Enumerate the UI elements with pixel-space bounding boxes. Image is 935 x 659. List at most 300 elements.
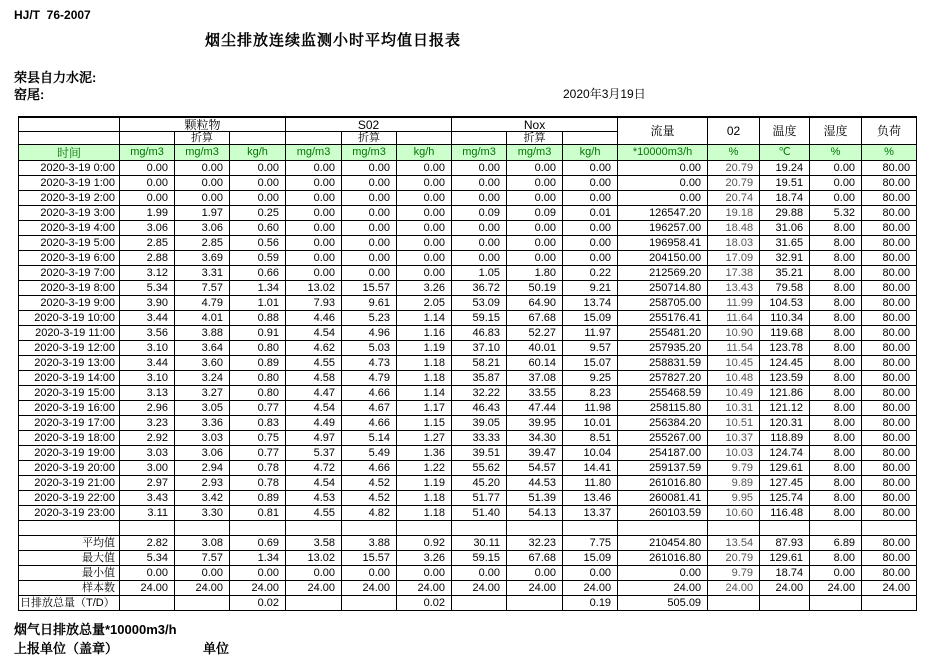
value-cell: 80.00	[862, 341, 917, 356]
value-cell: 0.80	[230, 341, 286, 356]
value-cell: 31.06	[760, 221, 810, 236]
time-cell: 2020-3-19 8:00	[19, 281, 120, 296]
unit-nox-conv-mgm3: mg/m3	[507, 145, 563, 161]
value-cell	[342, 521, 397, 536]
value-cell: 50.19	[507, 281, 563, 296]
value-cell: 8.00	[810, 371, 862, 386]
value-cell	[452, 596, 507, 611]
value-cell: 34.30	[507, 431, 563, 446]
value-cell: 14.41	[563, 461, 618, 476]
value-cell: 204150.00	[618, 251, 708, 266]
value-cell: 0.00	[175, 176, 230, 191]
value-cell: 0.00	[810, 176, 862, 191]
value-cell: 0.00	[230, 566, 286, 581]
summary-row	[19, 521, 917, 536]
value-cell: 19.24	[760, 161, 810, 176]
value-cell: 4.82	[342, 506, 397, 521]
time-cell: 2020-3-19 21:00	[19, 476, 120, 491]
value-cell: 0.00	[397, 236, 452, 251]
value-cell: 2.92	[120, 431, 175, 446]
value-cell: 15.09	[563, 311, 618, 326]
value-cell: 4.52	[342, 476, 397, 491]
value-cell: 0.89	[230, 356, 286, 371]
value-cell: 11.64	[708, 311, 760, 326]
value-cell: 127.45	[760, 476, 810, 491]
value-cell: 80.00	[862, 371, 917, 386]
value-cell: 121.86	[760, 386, 810, 401]
value-cell: 80.00	[862, 206, 917, 221]
value-cell: 32.91	[760, 251, 810, 266]
value-cell: 7.57	[175, 281, 230, 296]
value-cell: 80.00	[862, 431, 917, 446]
header-load: 负荷	[862, 117, 917, 145]
time-cell: 2020-3-19 1:00	[19, 176, 120, 191]
value-cell: 0.00	[507, 161, 563, 176]
value-cell: 0.00	[286, 176, 342, 191]
value-cell: 0.00	[230, 161, 286, 176]
value-cell: 3.08	[175, 536, 230, 551]
value-cell: 0.00	[286, 566, 342, 581]
value-cell: 8.00	[810, 251, 862, 266]
value-cell: 0.00	[507, 566, 563, 581]
summary-row	[19, 536, 917, 551]
value-cell: 0.00	[120, 176, 175, 191]
value-cell: 10.45	[708, 356, 760, 371]
value-cell: 1.80	[507, 266, 563, 281]
value-cell: 10.03	[708, 446, 760, 461]
time-cell: 2020-3-19 10:00	[19, 311, 120, 326]
value-cell: 3.03	[120, 446, 175, 461]
value-cell: 0.00	[342, 236, 397, 251]
value-cell: 3.03	[175, 431, 230, 446]
value-cell: 0.83	[230, 416, 286, 431]
table-row	[19, 476, 917, 491]
value-cell: 0.00	[507, 221, 563, 236]
value-cell: 4.62	[286, 341, 342, 356]
time-cell: 2020-3-19 11:00	[19, 326, 120, 341]
value-cell: 3.05	[175, 401, 230, 416]
value-cell: 125.74	[760, 491, 810, 506]
monitoring-table	[18, 116, 917, 611]
value-cell: 8.00	[810, 386, 862, 401]
value-cell: 18.48	[708, 221, 760, 236]
value-cell: 4.01	[175, 311, 230, 326]
unit-so2-conv-mgm3: mg/m3	[342, 145, 397, 161]
value-cell: 4.54	[286, 401, 342, 416]
group-header-so2: S02	[286, 117, 452, 132]
time-cell: 2020-3-19 0:00	[19, 161, 120, 176]
value-cell: 3.10	[120, 371, 175, 386]
value-cell: 0.00	[230, 191, 286, 206]
value-cell: 0.00	[342, 266, 397, 281]
value-cell: 80.00	[862, 311, 917, 326]
value-cell: 0.80	[230, 371, 286, 386]
value-cell	[618, 521, 708, 536]
value-cell: 11.80	[563, 476, 618, 491]
summary-label-cell: 最小值	[19, 566, 120, 581]
value-cell: 24.00	[760, 581, 810, 596]
value-cell: 51.77	[452, 491, 507, 506]
value-cell: 8.00	[810, 431, 862, 446]
value-cell: 1.14	[397, 386, 452, 401]
table-row	[19, 251, 917, 266]
value-cell: 0.00	[618, 191, 708, 206]
value-cell: 3.43	[120, 491, 175, 506]
value-cell: 3.56	[120, 326, 175, 341]
pm-converted-label: 折算	[175, 132, 230, 145]
value-cell: 30.11	[452, 536, 507, 551]
value-cell: 4.53	[286, 491, 342, 506]
summary-rows	[19, 521, 917, 611]
value-cell: 0.01	[563, 206, 618, 221]
value-cell: 67.68	[507, 551, 563, 566]
value-cell: 8.00	[810, 491, 862, 506]
value-cell: 0.77	[230, 401, 286, 416]
value-cell: 258115.80	[618, 401, 708, 416]
value-cell: 5.32	[810, 206, 862, 221]
value-cell: 257827.20	[618, 371, 708, 386]
value-cell: 0.00	[175, 191, 230, 206]
value-cell: 0.00	[618, 566, 708, 581]
value-cell: 0.00	[120, 191, 175, 206]
value-cell: 0.00	[563, 161, 618, 176]
value-cell: 0.00	[286, 266, 342, 281]
value-cell: 0.00	[810, 161, 862, 176]
value-cell: 0.00	[452, 191, 507, 206]
value-cell: 3.90	[120, 296, 175, 311]
table-row	[19, 371, 917, 386]
unit-flow: *10000m3/h	[618, 145, 708, 161]
value-cell: 87.93	[760, 536, 810, 551]
value-cell: 0.00	[230, 176, 286, 191]
time-cell: 2020-3-19 16:00	[19, 401, 120, 416]
value-cell: 8.00	[810, 356, 862, 371]
value-cell: 13.02	[286, 281, 342, 296]
value-cell	[810, 521, 862, 536]
value-cell: 0.00	[563, 566, 618, 581]
value-cell: 80.00	[862, 326, 917, 341]
value-cell: 118.89	[760, 431, 810, 446]
value-cell: 13.37	[563, 506, 618, 521]
value-cell: 9.79	[708, 566, 760, 581]
value-cell	[452, 521, 507, 536]
value-cell: 116.48	[760, 506, 810, 521]
value-cell: 19.51	[760, 176, 810, 191]
value-cell: 7.93	[286, 296, 342, 311]
station-name: 窑尾:	[14, 87, 45, 102]
summary-label-cell: 日排放总量（T/D）	[19, 596, 120, 611]
so2-converted-label: 折算	[342, 132, 397, 145]
value-cell: 13.46	[563, 491, 618, 506]
table-row	[19, 341, 917, 356]
value-cell: 0.00	[618, 176, 708, 191]
value-cell: 261016.80	[618, 551, 708, 566]
value-cell: 79.58	[760, 281, 810, 296]
value-cell: 0.88	[230, 311, 286, 326]
table-row	[19, 386, 917, 401]
value-cell: 24.00	[452, 581, 507, 596]
header-temperature: 温度	[760, 117, 810, 145]
value-cell: 80.00	[862, 566, 917, 581]
value-cell: 0.00	[397, 191, 452, 206]
value-cell: 0.00	[286, 221, 342, 236]
value-cell: 2.97	[120, 476, 175, 491]
value-cell: 51.40	[452, 506, 507, 521]
value-cell: 1.19	[397, 476, 452, 491]
value-cell: 3.06	[120, 221, 175, 236]
value-cell: 80.00	[862, 236, 917, 251]
value-cell: 11.54	[708, 341, 760, 356]
value-cell: 0.00	[563, 191, 618, 206]
value-cell: 37.10	[452, 341, 507, 356]
value-cell: 3.44	[120, 311, 175, 326]
value-cell: 0.00	[397, 176, 452, 191]
value-cell: 3.10	[120, 341, 175, 356]
table-row	[19, 491, 917, 506]
time-cell: 2020-3-19 2:00	[19, 191, 120, 206]
time-header-spacer	[19, 132, 120, 145]
value-cell: 80.00	[862, 476, 917, 491]
value-cell: 3.60	[175, 356, 230, 371]
value-cell: 129.61	[760, 461, 810, 476]
value-cell: 258705.00	[618, 296, 708, 311]
value-cell: 123.59	[760, 371, 810, 386]
value-cell: 0.00	[452, 161, 507, 176]
time-cell: 2020-3-19 22:00	[19, 491, 120, 506]
value-cell: 4.67	[342, 401, 397, 416]
unit-nox-kgh: kg/h	[563, 145, 618, 161]
value-cell: 0.60	[230, 221, 286, 236]
value-cell: 505.09	[618, 596, 708, 611]
value-cell: 24.00	[286, 581, 342, 596]
time-header-spacer	[19, 117, 120, 132]
time-cell: 2020-3-19 15:00	[19, 386, 120, 401]
value-cell: 24.00	[120, 581, 175, 596]
value-cell: 54.13	[507, 506, 563, 521]
value-cell	[708, 521, 760, 536]
spacer	[120, 132, 175, 145]
table-row	[19, 221, 917, 236]
value-cell: 1.36	[397, 446, 452, 461]
value-cell: 1.18	[397, 491, 452, 506]
value-cell: 0.89	[230, 491, 286, 506]
value-cell: 4.49	[286, 416, 342, 431]
value-cell: 4.72	[286, 461, 342, 476]
value-cell: 3.26	[397, 551, 452, 566]
value-cell: 80.00	[862, 296, 917, 311]
unit-temp-celsius: ℃	[760, 145, 810, 161]
value-cell: 4.46	[286, 311, 342, 326]
value-cell: 4.58	[286, 371, 342, 386]
value-cell: 3.06	[175, 221, 230, 236]
time-cell: 2020-3-19 14:00	[19, 371, 120, 386]
value-cell	[175, 521, 230, 536]
value-cell: 8.00	[810, 416, 862, 431]
value-cell: 3.44	[120, 356, 175, 371]
value-cell: 18.74	[760, 566, 810, 581]
value-cell: 3.12	[120, 266, 175, 281]
value-cell: 104.53	[760, 296, 810, 311]
value-cell: 2.96	[120, 401, 175, 416]
value-cell: 255267.00	[618, 431, 708, 446]
value-cell: 0.02	[230, 596, 286, 611]
value-cell: 24.00	[563, 581, 618, 596]
value-cell: 3.00	[120, 461, 175, 476]
value-cell: 257935.20	[618, 341, 708, 356]
value-cell: 5.34	[120, 551, 175, 566]
value-cell: 124.45	[760, 356, 810, 371]
unit-pm-conv-mgm3: mg/m3	[175, 145, 230, 161]
value-cell: 10.90	[708, 326, 760, 341]
value-cell: 80.00	[862, 161, 917, 176]
spacer	[230, 132, 286, 145]
value-cell: 0.00	[507, 176, 563, 191]
value-cell: 212569.20	[618, 266, 708, 281]
value-cell	[286, 521, 342, 536]
value-cell: 3.69	[175, 251, 230, 266]
value-cell: 0.00	[286, 191, 342, 206]
value-cell: 40.01	[507, 341, 563, 356]
value-cell: 80.00	[862, 401, 917, 416]
value-cell: 1.16	[397, 326, 452, 341]
value-cell: 8.00	[810, 296, 862, 311]
table-row	[19, 431, 917, 446]
unit-pm-mgm3: mg/m3	[120, 145, 175, 161]
value-cell: 0.00	[342, 566, 397, 581]
value-cell: 0.00	[397, 206, 452, 221]
value-cell: 58.21	[452, 356, 507, 371]
value-cell: 4.79	[342, 371, 397, 386]
value-cell: 10.04	[563, 446, 618, 461]
hourly-rows	[19, 161, 917, 521]
value-cell: 0.00	[563, 176, 618, 191]
value-cell: 4.66	[342, 461, 397, 476]
value-cell: 53.09	[452, 296, 507, 311]
value-cell: 0.00	[342, 251, 397, 266]
value-cell: 2.93	[175, 476, 230, 491]
value-cell: 2.88	[120, 251, 175, 266]
value-cell: 80.00	[862, 536, 917, 551]
value-cell: 0.00	[397, 266, 452, 281]
group-header-nox: Nox	[452, 117, 618, 132]
value-cell: 33.33	[452, 431, 507, 446]
unit-o2-percent: %	[708, 145, 760, 161]
value-cell: 1.05	[452, 266, 507, 281]
value-cell: 0.69	[230, 536, 286, 551]
value-cell: 1.18	[397, 371, 452, 386]
value-cell: 0.00	[342, 176, 397, 191]
value-cell: 4.79	[175, 296, 230, 311]
value-cell: 1.99	[120, 206, 175, 221]
time-cell: 2020-3-19 9:00	[19, 296, 120, 311]
value-cell: 0.00	[618, 161, 708, 176]
value-cell: 0.00	[397, 251, 452, 266]
value-cell: 80.00	[862, 506, 917, 521]
value-cell: 8.00	[810, 341, 862, 356]
table-row	[19, 446, 917, 461]
value-cell: 0.91	[230, 326, 286, 341]
value-cell: 24.00	[810, 581, 862, 596]
value-cell: 13.02	[286, 551, 342, 566]
value-cell: 0.09	[452, 206, 507, 221]
value-cell: 3.31	[175, 266, 230, 281]
value-cell: 5.37	[286, 446, 342, 461]
value-cell: 0.81	[230, 506, 286, 521]
value-cell: 0.00	[342, 161, 397, 176]
time-cell: 2020-3-19 17:00	[19, 416, 120, 431]
value-cell: 196958.41	[618, 236, 708, 251]
header-flow: 流量	[618, 117, 708, 145]
value-cell	[760, 521, 810, 536]
value-cell: 0.00	[120, 566, 175, 581]
value-cell: 5.14	[342, 431, 397, 446]
value-cell: 0.00	[175, 566, 230, 581]
value-cell: 24.00	[230, 581, 286, 596]
value-cell: 3.58	[286, 536, 342, 551]
value-cell: 9.79	[708, 461, 760, 476]
value-cell: 24.00	[175, 581, 230, 596]
table-row	[19, 296, 917, 311]
header-time: 时间	[19, 145, 120, 161]
value-cell: 121.12	[760, 401, 810, 416]
value-cell: 0.00	[286, 161, 342, 176]
value-cell: 3.36	[175, 416, 230, 431]
value-cell	[397, 521, 452, 536]
value-cell: 47.44	[507, 401, 563, 416]
value-cell: 1.22	[397, 461, 452, 476]
value-cell: 3.30	[175, 506, 230, 521]
value-cell: 129.61	[760, 551, 810, 566]
value-cell: 0.00	[507, 191, 563, 206]
value-cell: 3.24	[175, 371, 230, 386]
value-cell: 39.47	[507, 446, 563, 461]
value-cell	[507, 521, 563, 536]
value-cell: 4.47	[286, 386, 342, 401]
value-cell: 37.08	[507, 371, 563, 386]
value-cell: 46.43	[452, 401, 507, 416]
value-cell: 0.59	[230, 251, 286, 266]
value-cell: 10.49	[708, 386, 760, 401]
value-cell: 20.79	[708, 551, 760, 566]
value-cell: 0.00	[286, 251, 342, 266]
value-cell: 1.18	[397, 356, 452, 371]
value-cell: 119.68	[760, 326, 810, 341]
value-cell: 9.95	[708, 491, 760, 506]
value-cell: 3.27	[175, 386, 230, 401]
value-cell: 1.34	[230, 551, 286, 566]
value-cell: 0.56	[230, 236, 286, 251]
value-cell: 39.51	[452, 446, 507, 461]
value-cell: 4.55	[286, 506, 342, 521]
table-row	[19, 461, 917, 476]
value-cell: 0.19	[563, 596, 618, 611]
value-cell: 80.00	[862, 251, 917, 266]
value-cell: 1.14	[397, 311, 452, 326]
value-cell: 4.96	[342, 326, 397, 341]
value-cell: 10.60	[708, 506, 760, 521]
table-row	[19, 161, 917, 176]
value-cell: 9.21	[563, 281, 618, 296]
value-cell: 46.83	[452, 326, 507, 341]
value-cell: 3.13	[120, 386, 175, 401]
value-cell: 8.00	[810, 266, 862, 281]
value-cell: 4.66	[342, 416, 397, 431]
value-cell: 0.00	[175, 161, 230, 176]
summary-row	[19, 581, 917, 596]
value-cell: 0.00	[342, 191, 397, 206]
value-cell: 5.34	[120, 281, 175, 296]
value-cell: 24.00	[708, 581, 760, 596]
